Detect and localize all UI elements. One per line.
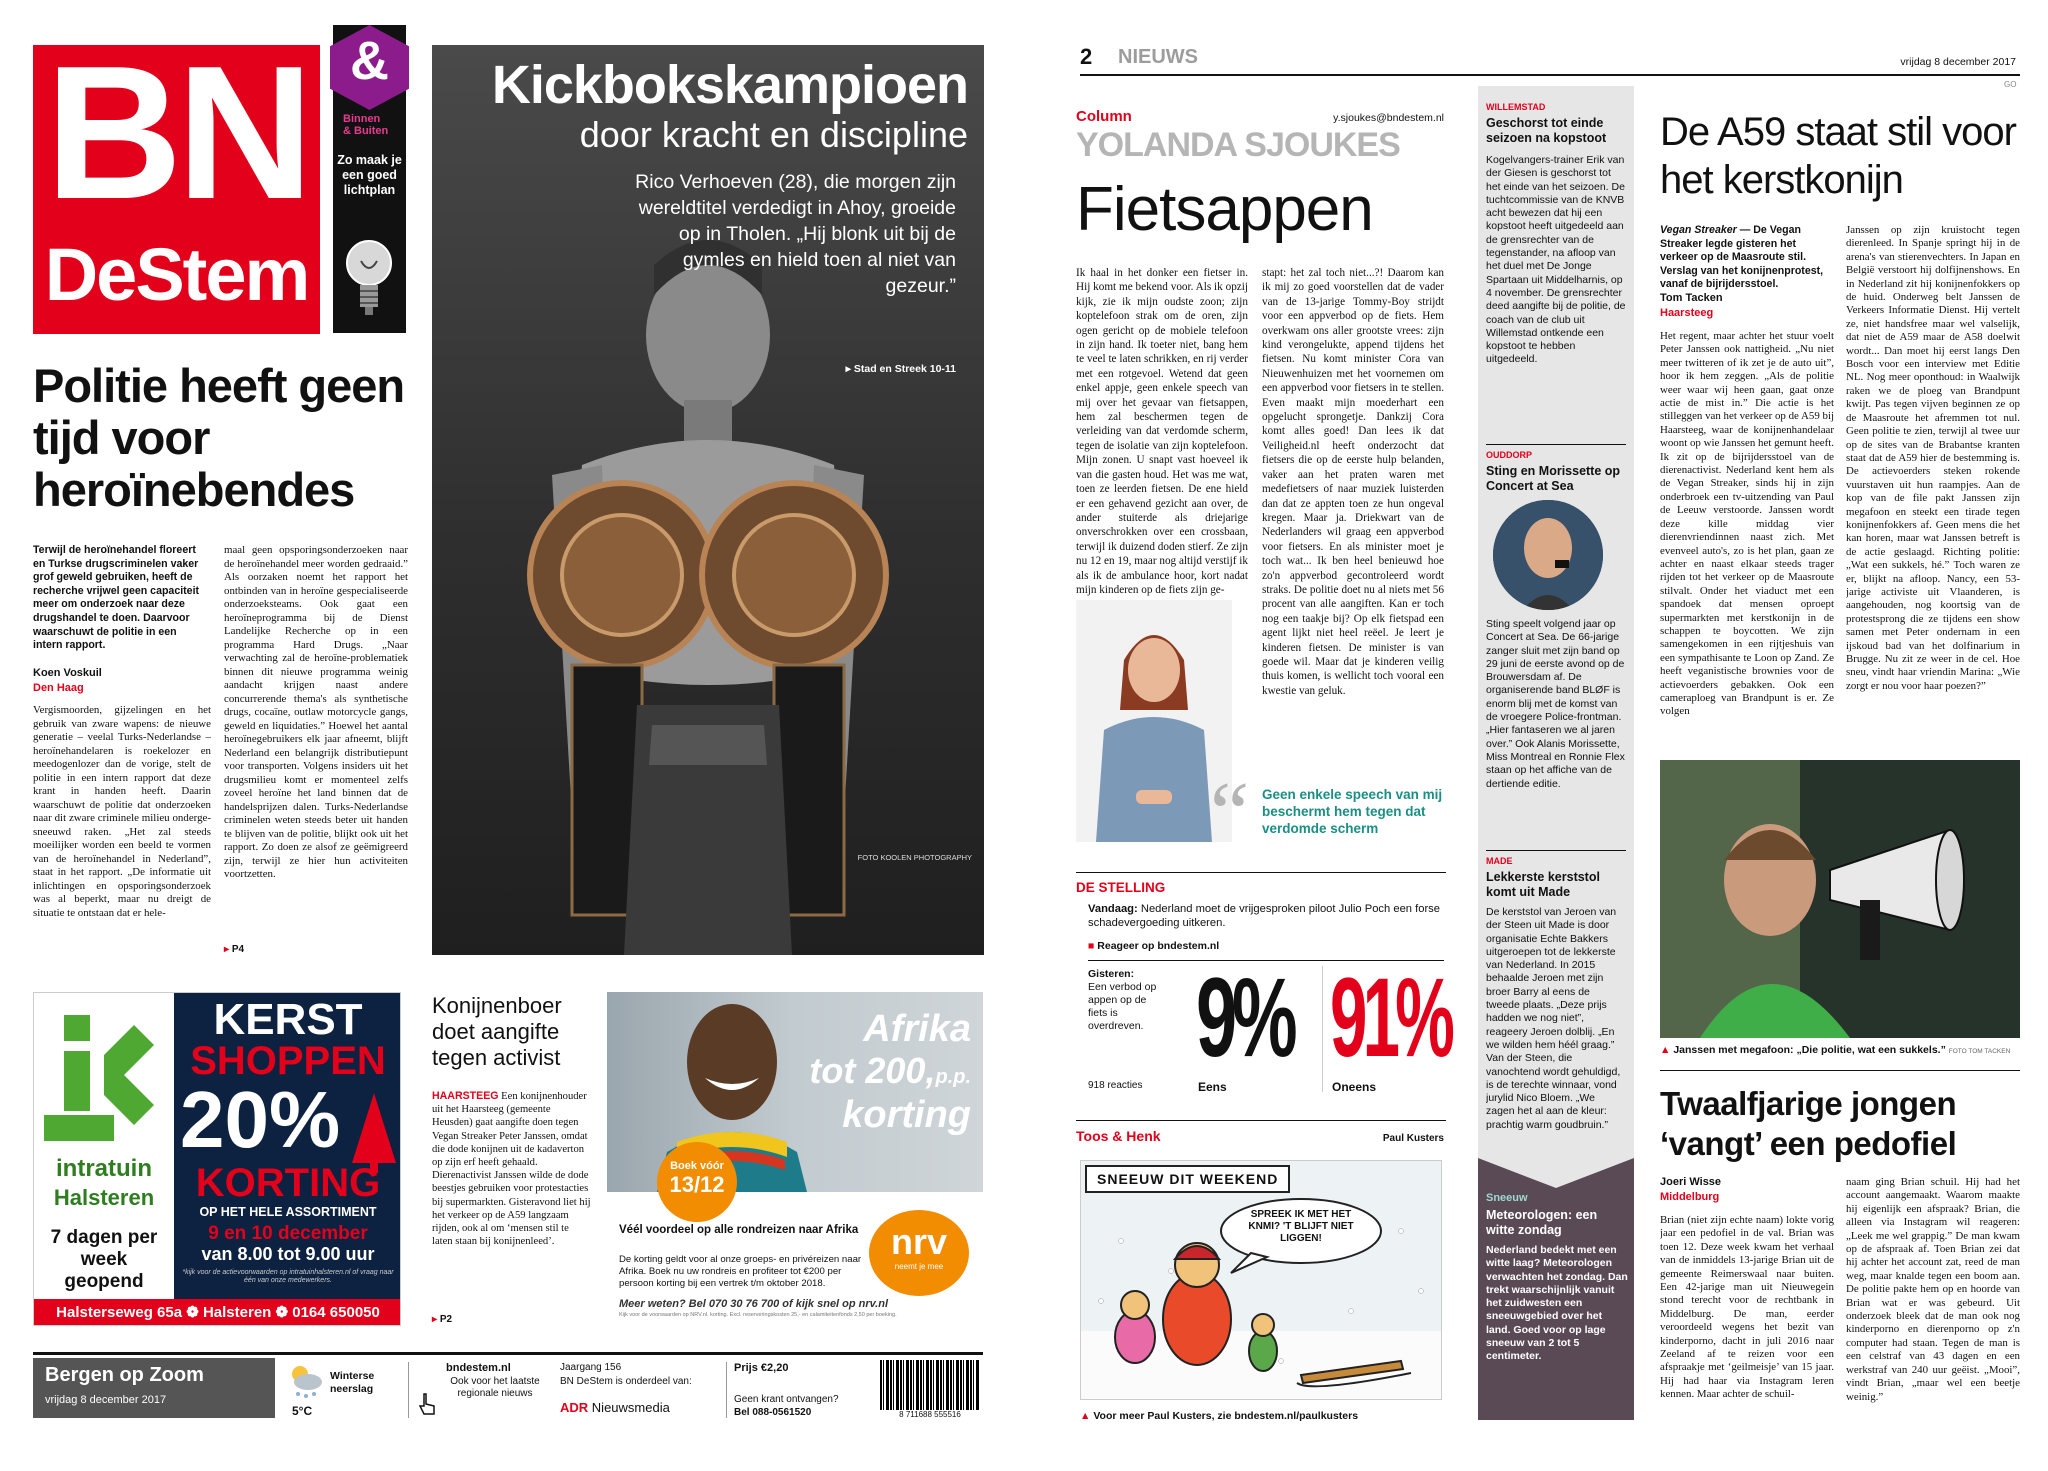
columnist-portrait (1076, 600, 1232, 842)
brief-rule-1 (1486, 444, 1626, 445)
footer-price: Prijs €2,20 (734, 1362, 789, 1374)
weather-text: Winterse neerslag (330, 1370, 375, 1395)
footer-divider-1 (408, 1362, 409, 1418)
a59-intro: Vegan Streaker — De Vegan Streaker legde gisteren het verkeer op de Maasroute stil. Verslag van het konijnenprotest, vanaf de bijrijdersstoel. (1660, 224, 1824, 290)
column-col2: stapt: het zal toch niet...?! Daarom kan ik mij zo goed voorstellen dat de vader van de 13-jarige Tommy-Boy strijdt voor een appverbod op de fiets. Hem overkwam ons aller grootste vrees: zijn kind verongelukte, append tijdens het fietsen. Nu komt minister Cora van Nieuwenhuizen met het voornemen om een appverbod voor fietsers in te stellen. Even maakt mijn moederhart een opgelucht sprongetje. Dankzij Cora komt alles goed! Dan lees ik dat Veiligheid.nl heeft onderzocht dat fietsers die op de eerste hulp belanden, vaker aan het praten waren met medefietsers of naar muziek luisterden dan dat ze appten toen ze hun ongeval kregen. Maar ja. Driekwart van de Nederlanders wil graag een appverbod voor fietsers. En als minister moet je toch wat... Ik ben heel benieuwd hoe zo'n appverbod gecontroleerd wordt straks. De politie doet nu al niets met 56 procent van alle aangiften. Kan er toch nog een taakje bij? Op elk fietspad een agent lijkt niet heel reëel. Je leert je kinderen fietsen. De minister is van goede wil. Maar dat je kinderen veilig thuis komen, is wellicht toch vooral een kwestie van geluk. (1262, 267, 1444, 697)
hero-blurb: Rico Verhoeven (28), die morgen zijn wereldtitel verdedigt in Ahoy, groeide op in Tholen. „Hij blonk uit bij de gymles en hield toen al niet van gezeur.” (635, 171, 956, 297)
a59-place: Haarsteeg (1660, 307, 1714, 319)
sting-portrait (1493, 500, 1603, 610)
a59-author: Tom Tacken (1660, 292, 1723, 304)
nrv-cta[interactable]: Meer weten? Bel 070 30 76 700 of kijk snel op nrv.nl (619, 1298, 889, 1310)
column-bottom-rule (1076, 872, 1446, 873)
promo-hours: van 8.00 tot 9.00 uur (201, 1244, 375, 1264)
lead-headline: Politie heeft geen tijd voor heroïnebendes (33, 359, 405, 516)
brief3-place: MADE (1486, 856, 1513, 866)
column-pull-quote: Geen enkele speech van mij beschermt hem tegen dat verdomde scherm (1262, 787, 1443, 836)
hero-title: Kickbokskampioen (491, 55, 968, 115)
nrv-book-badge: Boek vóór 13/12 (657, 1142, 737, 1222)
footer-jaargang: Jaargang 156 (560, 1362, 622, 1373)
lightbulb-icon (343, 233, 395, 328)
nrv-title-tot: tot 200,p.p. (809, 1050, 971, 1091)
korting-sub: OP HET HELE ASSORTIMENT (199, 1205, 377, 1219)
konijn-ref[interactable]: ▸ P2 (432, 1314, 453, 1325)
konijn-place: HAARSTEEG (432, 1090, 499, 1102)
megaphone-scene (1660, 760, 2020, 1038)
stelling-divider (1322, 966, 1323, 1092)
nrv-title-korting: korting (842, 1094, 971, 1136)
snow-box (1478, 1188, 1634, 1420)
pedo-place: Middelburg (1660, 1191, 1720, 1203)
stelling-oneens-label: Oneens (1332, 1080, 1377, 1094)
logo-bn: BN (45, 27, 308, 239)
a59-col2: Janssen op zijn kruistocht tegen dierenleed. In Spanje springt hij in de arena's van stierenvechters. In Japan en België verstoort hij dolfijnenshows. En in Nederland zit hij konijnenfokkers op de huid. Onderweg belt Janssen de Verkeers Informatie Dienst. Hij vertelt ze, niet handsfree maar wel valselijk, dat niet de A59 maar de A58 doelwit wordt... Dan moet hij eerst langs Den Bosch voor een interview met Editie NL. Nog meer oponthoud: in Waalwijk raken we de ploeg van Brandpunt kwijt. Pas tegen vijven beginnen ze op de Maasroute het afremmen tot nul. Geen politie te zien, terwijl al twee uur op de sites van de Brabantse kranten staat dat de A59 hier de bestemming is. De actievoerders steken rokende vuurstaven uit hun raampjes. Aan de kop van de file pakt Janssen zijn megafoon en steekt een tirade tegen konijnenfokkers af. Geen mens die het kan horen, maar wat Janssen betreft is de actie geslaagd. Richting politie: „Wat een sukkels, hé.” Toch waren ze er, blijkt na afloop. Nancy, een 53-jarige activiste uit Vlaanderen, is aangehouden, nog koortsig van de protestsprong die ze tijdens een show samen met Peter ondernam in een ijskoud bad van het dolfinarium in Brugge. Nu zit ze weer in de cel. Hoe sneu, vindt haar vriendin Marina: „Wie zorgt er nou voor haar poezen?” (1846, 224, 2020, 692)
comic-label: Toos & Henk (1076, 1128, 1161, 1144)
footer-divider-2 (726, 1362, 727, 1418)
intratuin-brand: intratuin (56, 1155, 152, 1182)
lead-ref[interactable]: ▸ P4 (224, 944, 245, 955)
comic-strip (1080, 1160, 1442, 1400)
bn-destem-logo[interactable] (33, 27, 320, 334)
pedo-rule (1660, 1070, 2020, 1071)
buiten-label: & Buiten (343, 125, 389, 137)
brief2-title: Sting en Morissette op Concert at Sea (1486, 464, 1621, 493)
stelling-eens-pct: 9% (1196, 955, 1293, 1080)
hero-subtitle: door kracht en discipline (579, 114, 968, 155)
shoppen-label: SHOPPEN (190, 1039, 386, 1083)
hero-photo-credit: FOTO KOOLEN PHOTOGRAPHY (857, 853, 972, 862)
a59-caption: ▲ Janssen met megafoon: „Die politie, wat een sukkels.” FOTO TOM TACKEN (1660, 1044, 2011, 1056)
columnist-photo (1076, 600, 1232, 842)
discount-percent: 20% (180, 1075, 341, 1164)
brief1-title: Geschorst tot einde seizoen na kopstoot (1486, 116, 1607, 145)
footer-site-text: Ook voor het laatste regionale nieuws (450, 1376, 540, 1399)
promo-dates: 9 en 10 december (208, 1223, 368, 1244)
korting-label: KORTING (195, 1161, 381, 1205)
konijn-headline: Konijnenboer doet aangifte tegen activist (432, 993, 562, 1070)
footer-site[interactable]: bndestem.nl (446, 1362, 511, 1374)
pedo-author: Joeri Wisse (1660, 1176, 1722, 1188)
go-label: GO (2004, 80, 2017, 89)
pedo-headline: Twaalfjarige jongen ‘vangt’ een pedofiel (1660, 1085, 1957, 1162)
stelling-reacties: 918 reacties (1088, 1080, 1143, 1091)
stelling-gisteren: Gisteren: Een verbod op appen op de fiets is overdreven. (1088, 968, 1157, 1032)
nrv-fine-print: Kijk voor de voorwaarden op NRV.nl. korting. Excl. reserveringskosten 25,- en calamiteitenfonds 2,50 per boeking. (619, 1312, 897, 1318)
brief-rule-2 (1486, 850, 1626, 851)
comic-speech-bubble: SPREEK IK MET HET KNMI? 'T BLIJFT NIET LIGGEN! (1248, 1209, 1354, 1244)
brief2-body: Sting speelt volgend jaar op Concert at Sea. De 66-jarige zanger sluit met zijn band op 29 juni de eerste avond op de Brouwersdam af. De organiserende band BLØF is enorm blij met de komst van de vroegere Police-frontman. „Hier fantaseren we al jaren over.” Ook Alanis Morissette, Miss Montreal en Ronnie Flex staan op het affiche van de dertiende editie. (1486, 618, 1625, 790)
lead-author: Koen Voskuil (33, 667, 102, 679)
intratuin-days: 7 dagen per week geopend (50, 1227, 158, 1292)
edition-name: Bergen op Zoom (45, 1364, 204, 1386)
barcode-number: 8 711688 555516 (899, 1410, 961, 1419)
promo-fine-print: *kijk voor de actievoorwaarden op intratuinhalsteren.nl of vraag naar één van onze medewerkers. (182, 1269, 394, 1284)
brief1-place: WILLEMSTAD (1486, 102, 1546, 112)
page-section: NIEUWS (1118, 46, 1198, 68)
quote-mark-icon: “ (1210, 765, 1250, 862)
intratuin-hours-panel (34, 1223, 174, 1299)
footer-owner: BN DeStem is onderdeel van: (560, 1376, 692, 1387)
column-col1: Ik haal in het donker een fietser in. Hij komt me bekend voor. Als ik opzij kijk, zie ik mijn oudste zoon; zijn koptelefoon strak om de oren, zijn ogen gericht op de mobiele telefoon in zijn hand. Ik toeter niet, bang hem te veel te laten schrikken, en rij verder met een rotgevoel. Wetend dat geen enkel appje, geen enkele speech van mij over het gevaar van fietsappen, hem zal beschermen tegen de verleiding van dat verdomde scherm, tegen de isolatie van zijn koptelefoon. Mijn zonen. U snapt vast hoeveel ik van die gasten houd. Het was me wat, toen ze leerden fietsen. De ene hield er een gehavend gezicht aan over, de ander stuiterde als driejarige onverschrokken over een crossbaan, terwijl ik duizend doden stierf. Ze zijn nu 12 en 19, maar nog altijd verstijf ik als ik de ambulance hoor, kort nadat mijn kinderen op de fiets zijn ge- (1076, 267, 1248, 596)
sting-photo (1493, 500, 1603, 610)
pedo-col2: naam ging Brian schuil. Hij had het account aangemaakt. Waarom maakte hij eigenlijk een afspraak? Brian, die alleen via Instagram wil reageren: „Leek me wel grappig.” De man kwam op de afspraak af. Toen Brian zei dat hij achter het account zat, reed de man weg, maar knalde tegen een boom aan. De politie pakte hem op en hoorde van Brian wat er was gebeurd. Uit onderzoek bleek dat de man ook nog kinderporno en dierenporno op z'n computer had staan. Tegen de man is een celstraf van 43 dagen en een werkstraf van 240 uur geëist. „Mooi”, vindt Brian, „maar wel een beetje weinig.” (1846, 1176, 2020, 1403)
column-label: Column (1076, 108, 1132, 125)
snow-title: Meteorologen: een witte zondag (1486, 1208, 1598, 1237)
adr-logo: ADR (560, 1400, 589, 1415)
nrv-logo[interactable]: nrv neemt je mee (869, 1210, 969, 1296)
comic-caption: SNEEUW DIT WEEKEND (1085, 1165, 1290, 1193)
stelling-oneens-pct: 91% (1330, 955, 1451, 1080)
intratuin-address-bar: Halsterseweg 65a ❁ Halsteren ❁ 0164 650050 (34, 1299, 401, 1326)
logo-destem: DeStem (44, 233, 309, 316)
brief2-place: OUDDORP (1486, 450, 1533, 460)
comic-footer[interactable]: ▲ Voor meer Paul Kusters, zie bndestem.nl/paulkusters (1080, 1410, 1359, 1422)
weather-snow-cloud-icon (286, 1362, 324, 1400)
edition-date: vrijdag 8 december 2017 (45, 1394, 167, 1406)
comic-scene (1081, 1161, 1442, 1400)
lead-intro: Terwijl de heroïnehandel floreert en Turkse drugscriminelen vaker grof geweld gebruiken, heeft de recherche vrijwel geen capaciteit meer om onderzoek naar deze drugshandel te doen. Daarvoor waarschuwt de politie in een intern rapport. (33, 544, 200, 652)
brief1-body: Kogelvangers-trainer Erik van der Giesen is geschorst tot het einde van het seizoen. De tuchtcommissie van de KNVB acht bewezen dat hij een kopstoot heeft uitgedeeld aan de grensrechter van de tegenstander, na afloop van het duel met De Jonge Spartaan uit Middelharnis, op 4 november. De grensrechter deed aangifte bij de politie, de coach van de club uit Willemstad ontkende een kopstoot te hebben uitgedeeld. (1486, 154, 1626, 366)
brief3-body: De kerststol van Jeroen van der Steen uit Made is door organisatie Echte Bakkers uitgeroepen tot de lekkerste van Nederland. In 2015 behaalde Jeroen met zijn broer Barry al eens de tweede plaats. „Deze prijs hadden we nog niet”, reageery Jeroen dolblij. „En we wilden hem héél graag.” Van der Steen, die vanochtend wordt gehuldigd, is de terechte winnaar, vond jurylid Nico Bloem. „We zagen het al aan de kleur: prachtig warm goudbruin.” (1486, 906, 1621, 1131)
footer-delivery: Geen krant ontvangen? (734, 1394, 839, 1405)
binnen-buiten-teaser[interactable] (333, 25, 406, 333)
stelling-label: DE STELLING (1076, 880, 1166, 895)
nrv-ad[interactable] (607, 992, 983, 1322)
intratuin-promo-panel (174, 993, 401, 1299)
konijn-body: HAARSTEEG Een konijnenhouder uit het Haarsteeg (gemeente Heusden) gaat aangifte doen tegen Vegan Streaker Peter Janssen, omdat die dode konijnen uit de kadaverton op zijn erf heeft gehaald. Dierenactivist Janssen wilde de dode beestjes gebruiken voor protestacties bij supermarkten. Gisteravond liet hij het verkeer op de A59 langzaam rijden, ook al om ‘mensen stil te laten staan bij konijnenleed’. (432, 1090, 591, 1248)
front-footer-rule (33, 1352, 983, 1355)
a59-headline: De A59 staat stil voor het kerstkonijn (1660, 110, 2016, 202)
column-email[interactable]: y.sjoukes@bndestem.nl (1333, 112, 1444, 124)
stelling-vandaag: Vandaag: Nederland moet de vrijgesproken piloot Julio Poch een forse schadevergoeding uitkeren. (1088, 903, 1440, 929)
nrv-title-afrika: Afrika (863, 1008, 971, 1050)
page-date: vrijdag 8 december 2017 (1900, 56, 2016, 68)
a59-col1: Het regent, maar achter het stuur voelt Peter Janssen ook nattigheid. „Nu niet meer twitteren of ik zet je de auto uit”, hoor ik hem zeggen. „Als de politie weer waar wij heen gaan, gaat onze actie de mist in.” Die actie is het stilleggen van het verkeer op de A59 bij Haarsteeg, waar de konijnenhandelaar woont op wie Janssen het gemunt heeft. Ik zit op de bijrijdersstoel van de dierenactivist. Nederland kent hem als de Vegan Streaker, sinds hij in zijn onderbroek een tv-uitzending van Paul de Leeuw verstoorde. Janssen wordt deze kille middag vier dierenvriendinnen naast zich. Met evenveel auto's, zo is het plan, gaan ze achter en naast elkaar steeds trager rijden tot het verkeer op de Maasroute stilvalt. Onder het viaduct met een spandoek dat mensen oproept supermarkten met kerstkonijn in de schappen te boycotten. We zijn samengekomen in een rijtjeshuis van een sympathisante te Loon op Zand. Ze heeft veganistische brownies voor de actievoerders gebakken. Ook een cameraploeg van Brandpunt is er. Ze volgen (1660, 330, 1834, 718)
binnen-label: Binnen (343, 113, 381, 125)
hand-pointer-icon (416, 1392, 440, 1416)
edition-box[interactable] (33, 1358, 275, 1418)
intratuin-brand-panel (34, 993, 174, 1223)
snow-body: Nederland bedekt met een witte laag? Meteorologen verwachten het zondag. Dan trekt waarschijnlijk vanuit het zuidwesten een sneeuwgebied over het land. Goed voor op lage sneeuw van 2 tot 5 centimeter. (1486, 1244, 1628, 1363)
brief3-title: Lekkerste kerststol komt uit Made (1486, 870, 1600, 899)
hero-ref[interactable]: ▸ Stad en Streek 10-11 (845, 363, 956, 375)
nrv-body: De korting geldt voor al onze groeps- en privéreizen naar Afrika. Boek nu uw rondreis en profiteer tot €200 per persoon korting bij een vertrek t/m oktober 2018. (619, 1254, 862, 1289)
weather-temp: 5°C (292, 1404, 313, 1418)
snow-label: Sneeuw (1486, 1192, 1528, 1204)
footer-publisher: ADR Nieuwsmedia (560, 1400, 670, 1415)
lead-column-2: maal geen opsporingsonderzoeken naar de heroïnehandel meer worden gedraaid.” Als oorzaken noemt het rapport het ontbinden van in heroïne gespecialiseerde onderzoeksteams. Ook gaat een heroïneprogramma bij de Dienst Landelijke Recherche op in een programma Hard Drugs. „Naar verwachting zal de heroïne-problematiek binnen dit nieuwe programma weinig aandacht krijgen naast andere concurrerende thema's als synthetische drugs, cocaïne, outlaw motorcycle gangs, geweld en liquidaties.” Hoewel het aantal heroïnegebruikers elk jaar afneemt, blijft Nederland een belangrijk distributiepunt voor transporten. Volgens insiders uit het drugsmilieu komt er momenteel zelfs zoveel heroïne het land binnen dat de handelsprijzen dalen. Turks-Nederlandse criminelen weten steeds beter uit handen te blijven van de politie, blijkt ook uit het rapport. Zo doen ze alsof ze geëmigreerd zijn, terwijl ze hier hun activiteiten voortzetten. (224, 544, 408, 880)
column-title: Fietsappen (1076, 175, 1373, 244)
nrv-headline: Véél voordeel op alle rondreizen naar Afrika (619, 1224, 859, 1236)
stelling-react-link[interactable]: ■ Reageer op bndestem.nl (1088, 940, 1220, 952)
a59-photo (1660, 760, 2020, 1038)
page-number: 2 (1080, 44, 1093, 69)
hero-photo[interactable] (432, 45, 984, 955)
footer-delivery-phone: Bel 088-0561520 (734, 1407, 812, 1418)
binnen-ampersand: & (350, 31, 389, 91)
page-header-rule (1080, 74, 2020, 76)
column-author: YOLANDA SJOUKES (1076, 126, 1400, 164)
binnen-teaser-text: Zo maak je een goed lichtplan (337, 153, 402, 197)
kerst-label: KERST (213, 995, 363, 1044)
stelling-eens-label: Eens (1198, 1080, 1227, 1094)
barcode (880, 1360, 980, 1410)
lead-place: Den Haag (33, 682, 84, 694)
intratuin-town: Halsteren (53, 1185, 155, 1210)
intratuin-logo-icon (44, 1005, 164, 1155)
comic-artist: Paul Kusters (1382, 1133, 1444, 1144)
lead-column-1: Vergismoorden, gijzelingen en het gebruik van zware wapens: de nieuwe generatie – veelal Turks-Nederlandse – heroïnehandelaren is roekelozer en meedogenlozer dan de vorige, stelt de politie in een intern rapport dat deze krant in handen heeft. Daarin waarschuwt de politie dat onderzoeken naar dit zware criminele milieu onderge-sneeuwd raken. „Het zal steeds moeilijker worden een beeld te vormen van de heroïnehandel in Nederland”, staat in het rapport. „De informatie uit inlichtingen en opsporingsonderzoek was al beperkt, maar nu dreigt de situatie te ontstaan dat er hele- (33, 704, 211, 919)
pedo-col1: Brian (niet zijn echte naam) lokte vorig jaar een pedofiel in de val. Brian was toen 12. Deze week kwam het verhaal van de inmiddels 13-jarige Brian uit de gemeente Reimerswaal naar buiten. Een 42-jarige man uit Nieuwegein stond terecht voor de rechtbank in Middelburg. De man, eerder veroordeeld wegens het bezit van kinderporno, dacht in juli 2016 naar Zeeland af te reizen voor een afspraakje met ‘geilmeisje’ van 15 jaar. Hij had haar via Instagram leren kennen. Maar achter de schuil- (1660, 1214, 1834, 1401)
intratuin-ad[interactable] (33, 992, 401, 1326)
stelling-bottom-rule (1076, 1120, 1446, 1121)
